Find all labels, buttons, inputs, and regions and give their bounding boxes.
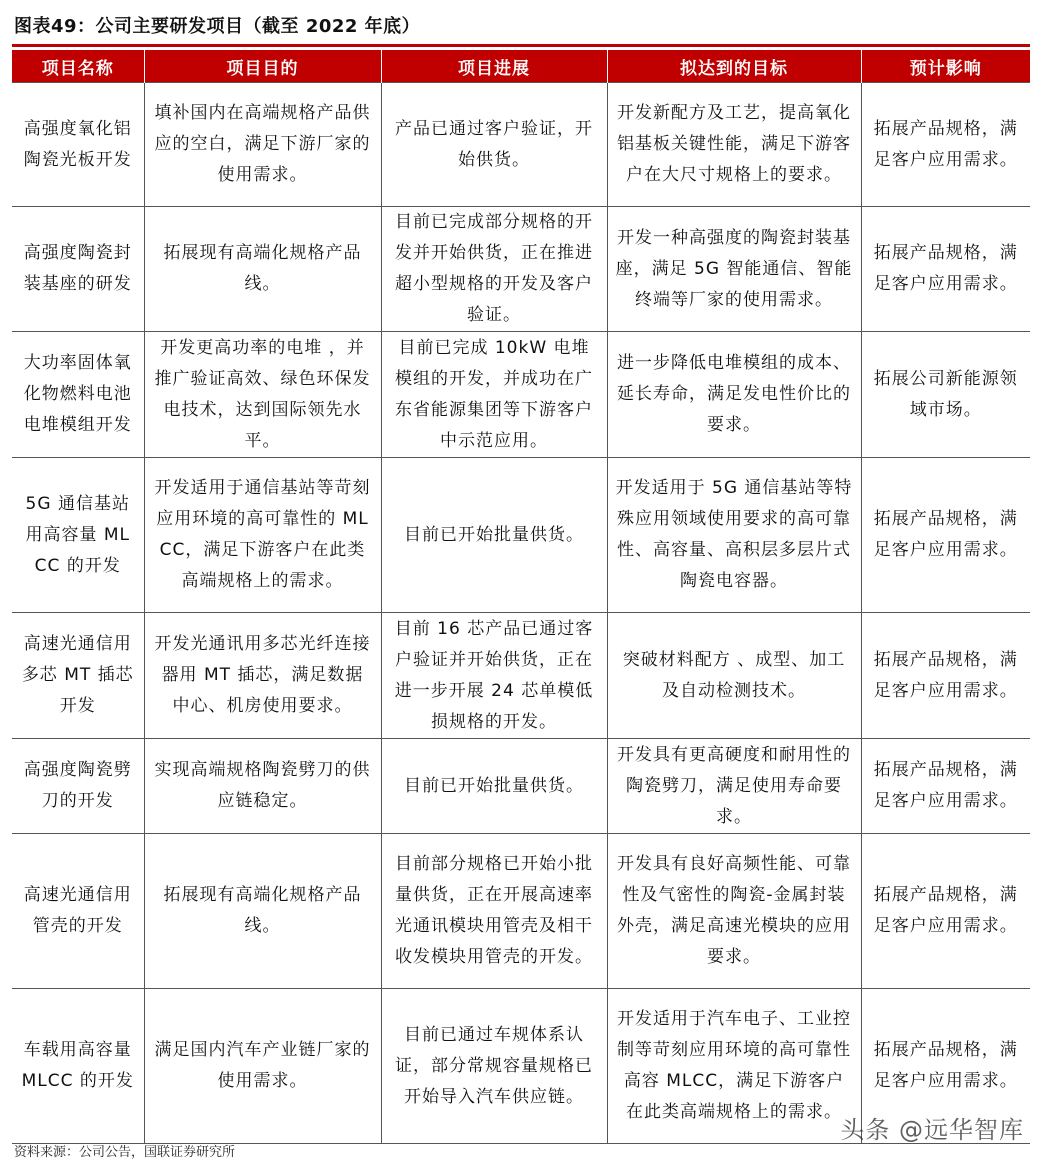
- header-project-progress: 项目进展: [381, 50, 607, 83]
- cell-expected-impact: 拓展产品规格，满足客户应用需求。: [861, 207, 1030, 332]
- cell-project-purpose: 拓展现有高端化规格产品线。: [144, 207, 381, 332]
- cell-project-progress: 目前部分规格已开始小批量供货，正在开展高速率光通讯模块用管壳及相干收发模块用管壳的开发。: [381, 834, 607, 989]
- table-row: [12, 613, 1030, 739]
- cell-project-progress: 目前已开始批量供货。: [381, 739, 607, 834]
- cell-project-purpose: 满足国内汽车产业链厂家的使用需求。: [144, 989, 381, 1144]
- cell-project-purpose: 填补国内在高端规格产品供应的空白，满足下游厂家的使用需求。: [144, 83, 381, 207]
- figure-title: 图表49：公司主要研发项目（截至 2022 年底）: [14, 16, 421, 37]
- table-row: [12, 207, 1030, 332]
- cell-project-name: 5G 通信基站用高容量 MLCC 的开发: [12, 458, 144, 613]
- cell-project-name: 高速光通信用多芯 MT 插芯开发: [12, 613, 144, 739]
- header-expected-impact: 预计影响: [861, 50, 1030, 83]
- watermark: 头条 @远华智库: [840, 1116, 1024, 1144]
- table-row: [12, 739, 1030, 834]
- header-project-purpose: 项目目的: [144, 50, 381, 83]
- cell-target: 开发一种高强度的陶瓷封装基座，满足 5G 智能通信、智能终端等厂家的使用需求。: [607, 207, 861, 332]
- cell-project-purpose: 拓展现有高端化规格产品线。: [144, 834, 381, 989]
- cell-target: 开发适用于 5G 通信基站等特殊应用领域使用要求的高可靠性、高容量、高积层多层片式陶瓷电容器。: [607, 458, 861, 613]
- cell-project-progress: 产品已通过客户验证，开始供货。: [381, 83, 607, 207]
- cell-target: 进一步降低电堆模组的成本、延长寿命，满足发电性价比的要求。: [607, 332, 861, 458]
- cell-target: 开发具有更高硬度和耐用性的陶瓷劈刀，满足使用寿命要求。: [607, 739, 861, 834]
- cell-expected-impact: 拓展产品规格，满足客户应用需求。: [861, 613, 1030, 739]
- cell-expected-impact: 拓展公司新能源领域市场。: [861, 332, 1030, 458]
- cell-expected-impact: 拓展产品规格，满足客户应用需求。: [861, 834, 1030, 989]
- cell-project-progress: 目前已完成 10kW 电堆模组的开发，并成功在广东省能源集团等下游客户中示范应用。: [381, 332, 607, 458]
- table-row: [12, 458, 1030, 613]
- cell-expected-impact: 拓展产品规格，满足客户应用需求。: [861, 458, 1030, 613]
- title-divider: [12, 44, 1030, 47]
- header-target: 拟达到的目标: [607, 50, 861, 83]
- table-row: [12, 332, 1030, 458]
- cell-expected-impact: 拓展产品规格，满足客户应用需求。: [861, 83, 1030, 207]
- cell-target: 开发新配方及工艺，提高氧化铝基板关键性能，满足下游客户在大尺寸规格上的要求。: [607, 83, 861, 207]
- cell-project-name: 车载用高容量 MLCC 的开发: [12, 989, 144, 1144]
- cell-expected-impact: 拓展产品规格，满足客户应用需求。: [861, 739, 1030, 834]
- table-header-row: [12, 50, 1030, 83]
- cell-project-name: 高速光通信用管壳的开发: [12, 834, 144, 989]
- table-row: [12, 83, 1030, 207]
- cell-project-purpose: 开发适用于通信基站等苛刻应用环境的高可靠性的 MLCC，满足下游客户在此类高端规格上的需求。: [144, 458, 381, 613]
- cell-project-name: 高强度陶瓷封装基座的研发: [12, 207, 144, 332]
- cell-project-name: 大功率固体氧化物燃料电池电堆模组开发: [12, 332, 144, 458]
- cell-project-progress: 目前 16 芯产品已通过客户验证并开始供货，正在进一步开展 24 芯单模低损规格的开发。: [381, 613, 607, 739]
- cell-project-purpose: 实现高端规格陶瓷劈刀的供应链稳定。: [144, 739, 381, 834]
- cell-project-progress: 目前已通过车规体系认证，部分常规容量规格已开始导入汽车供应链。: [381, 989, 607, 1144]
- rd-projects-table: [12, 50, 1030, 1144]
- table-row: [12, 834, 1030, 989]
- cell-project-progress: 目前已完成部分规格的开发并开始供货，正在推进超小型规格的开发及客户验证。: [381, 207, 607, 332]
- cell-project-purpose: 开发更高功率的电堆 ，并推广验证高效、绿色环保发电技术，达到国际领先水平。: [144, 332, 381, 458]
- cell-expected-impact: 拓展产品规格，满足客户应用需求。: [861, 989, 1030, 1144]
- cell-target: 开发具有良好高频性能、可靠性及气密性的陶瓷-金属封装外壳，满足高速光模块的应用要求。: [607, 834, 861, 989]
- cell-project-name: 高强度氧化铝陶瓷光板开发: [12, 83, 144, 207]
- source-note: 资料来源：公司公告，国联证券研究所: [14, 1145, 236, 1160]
- header-project-name: 项目名称: [12, 50, 144, 83]
- cell-project-name: 高强度陶瓷劈刀的开发: [12, 739, 144, 834]
- cell-target: 开发适用于汽车电子、工业控制等苛刻应用环境的高可靠性高容 MLCC，满足下游客户在此类高端规格上的需求。: [607, 989, 861, 1144]
- cell-project-purpose: 开发光通讯用多芯光纤连接器用 MT 插芯，满足数据中心、机房使用要求。: [144, 613, 381, 739]
- cell-project-progress: 目前已开始批量供货。: [381, 458, 607, 613]
- cell-target: 突破材料配方 、成型、加工及自动检测技术。: [607, 613, 861, 739]
